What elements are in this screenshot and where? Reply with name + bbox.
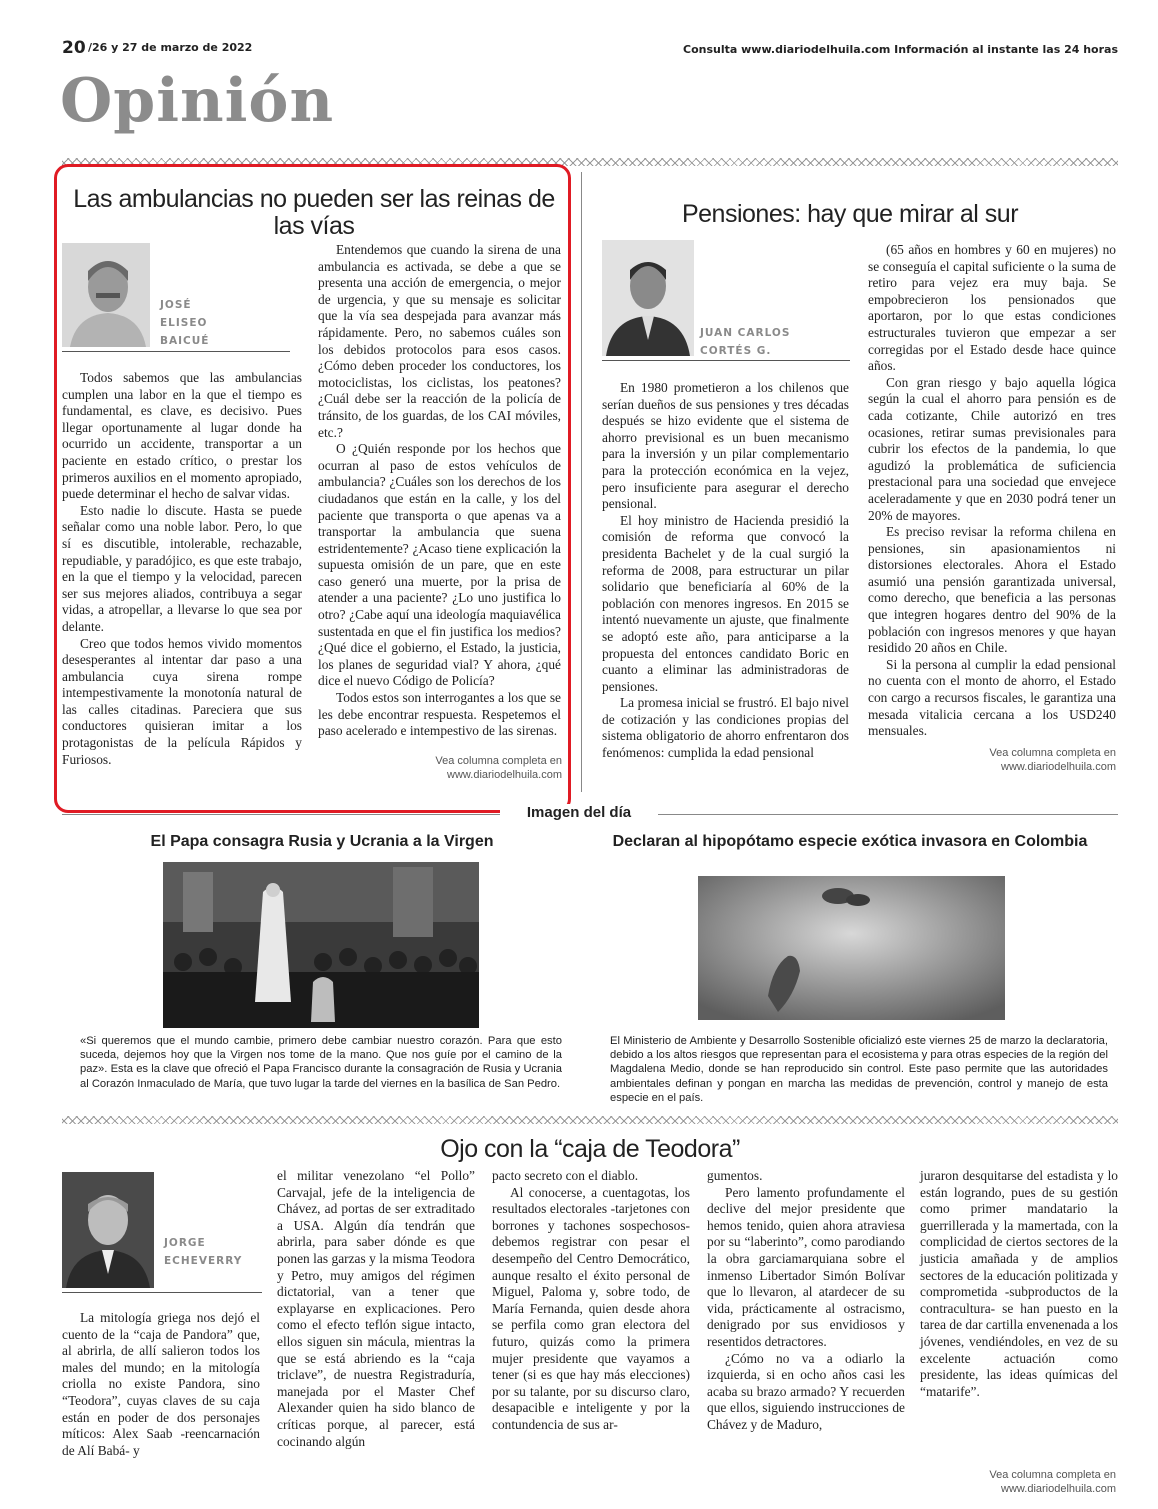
section-title: Opinión xyxy=(60,66,335,136)
website-banner: Consulta www.diariodelhuila.com Información al instante las 24 horas xyxy=(683,43,1118,56)
full-column-link[interactable] xyxy=(940,746,1116,774)
column-divider xyxy=(581,172,582,792)
article3-column-1 xyxy=(62,1310,260,1459)
news-title-papa: El Papa consagra Rusia y Ucrania a la Virgen xyxy=(150,833,494,850)
imagen-del-dia-label: Imagen del día xyxy=(500,804,658,821)
paragraph: Entendemos que cuando la sirena de una ambulancia es activada, se debe a que se presenta una acción de emergencia, o mejor de urgencia, y que su mensaje es solicitar que la vía sea despejada para avanzar más rápidamente. Pero, no sabemos cuáles son los debidos protocolos para esos casos. ¿Cómo deben proceder los conductores, los motociclistas, los ciclistas, los peatones? ¿Cuál debe ser la reacción de la policía de tránsito, de los guardas, de los CAI móviles, etc.? xyxy=(318,242,561,440)
author-line: CORTÉS G. xyxy=(700,345,772,357)
author-line: JUAN CARLOS xyxy=(700,327,791,339)
article3-column-3 xyxy=(492,1168,690,1434)
paragraph: gumentos. xyxy=(707,1168,763,1183)
paragraph: ¿Cómo no va a odiarlo la izquierda, si en ocho años casi les acaba su brazo armado? Y recuerden que ellos, siguiendo instrucciones de Chávez y de Maduro, xyxy=(707,1350,905,1432)
article1-column-2 xyxy=(318,242,561,740)
author-rule xyxy=(62,1292,262,1293)
page-header xyxy=(62,38,1118,56)
paragraph: O ¿Quién responde por los hechos que ocurran al paso de estos vehículos de ambulancia? ¿Cuáles son los derechos de los ciudadanos que están en la calle, y los del paciente que transporta o que apenas va a transportar la ambulancia que suena estridentemente? ¿Acaso tiene explicación la supuesta omisión de un pare, que en este caso generó una muerte, por la prisa de atender a una paciente? ¿Lo uno justifica lo otro? ¿Cabe aquí una ideología maquiavélica sustentada en que el fin justifica los medios? ¿Qué dice el gobierno, el Estado, la justicia, los planes de seguridad vial? Y ahora, ¿qué dice el nuevo Código de Policía? xyxy=(318,441,561,689)
paragraph: pacto secreto con el diablo. xyxy=(492,1168,639,1183)
paragraph: Esto nadie lo discute. Hasta se puede señalar como una noble labor. Pero, lo que sí es discutible, intolerable, rechazable, repudiable, y paradójico, es que este trabajo, en la que el tiempo y la velocidad, parecen ser sus mejores aliados, contribuya a segar vidas, a atropellar, a llevarse lo que sea por delante. xyxy=(62,502,302,634)
page-number: 20 xyxy=(62,38,86,58)
bottom-divider xyxy=(62,1116,1118,1124)
article3-column-5 xyxy=(920,1168,1118,1400)
author-line: BAICUÉ xyxy=(160,335,210,347)
news-title-hipopotamo: Declaran al hipopótamo especie exótica invasora en Colombia xyxy=(612,833,1088,850)
paragraph: Si la persona al cumplir la edad pensional no cuenta con el monto de ahorro, el Estado con cargo a recursos fiscales, le garantiza una mesada vitalicia cercana a los USD240 mensuales. xyxy=(868,656,1116,739)
caption-hipopotamo: El Ministerio de Ambiente y Desarrollo Sostenible oficializó este viernes 25 de marzo la declaratoria, debido a los altos riesgos que representan para el ecosistema y para otras especies de la región del Magdalena Medio, donde se han reproducido sin control. Este paso permite que las autoridades ambientales definan y pongan en marcha las medidas de prevención, control y manejo de esta especie en el país. xyxy=(610,1035,1108,1104)
paragraph: Al conocerse, a cuentagotas, los resultados electorales -tarjetones con borrones y tachones sospechosos- debemos registrar con pesar el desempeño del Centro Democrático, aunque resalto el éxito personal de Miguel, Paloma y, sobre todo, de María Fernanda, quien desde ahora se perfila como gran electora del futuro, quizás como la primera mujer presidente que vayamos a tener (si es que hay más elecciones) por su talante, por su discurso claro, desapacible e inteligente y por la contundencia de sus ar- xyxy=(492,1184,690,1432)
paragraph: El hoy ministro de Hacienda presidió la comisión de reforma que convocó la presidenta Bachelet y de la cual surgió la reforma de 2008, para estructurar un pilar solidario que beneficiaría al 60% de la población con menores ingresos. En 2015 se intentó nuevamente un ajuste, que finalmente se adoptó este año, para anticiparse a la propuesta del entonces candidato Boric en cuanto a eliminar las administradoras de pensiones. xyxy=(602,512,849,694)
author-name-juan-carlos xyxy=(700,324,790,360)
author-line: ELISEO xyxy=(160,317,208,329)
author-photo-jose xyxy=(62,243,150,347)
paragraph: juraron desquitarse del estadista y lo están logrando, pues de su gestión como primer mandatario la guerrillerada y la mamertada, con la complicidad de ciertos sectores de la justicia amañada y de amplios sectores de la educación politizada y comprometida -subproductos de la contracultura- se han puesto en la tarea de dar cartilla envenenada a los jóvenes, vendiéndoles, en vez de su excelente actuación como presidente, las ideas químicas del “matarife”. xyxy=(920,1168,1118,1399)
paragraph: Todos sabemos que las ambulancias cumplen una labor en la que el tiempo es fundamental, es clave, es decisivo. Pues llegar oportunamente al lugar donde ha ocurrido un accidente, transportar a un paciente en estado crítico, o prestar los primeros auxilios en el momento apropiado, puede determinar el hecho de salvar vidas. xyxy=(62,370,302,502)
paragraph: Con gran riesgo y bajo aquella lógica según la cual el ahorro para pensión es de cada cotizante, Chile autorizó en tres ocasiones, retirar sumas previsionales para cubrir los efectos de la pandemia, lo que agudizó la problemática de suficiencia prestacional para una sociedad que envejece aceleradamente y que en 2030 podrá tener un 20% de mayores. xyxy=(868,374,1116,523)
article3-column-2 xyxy=(277,1168,475,1450)
article3-column-4 xyxy=(707,1168,905,1434)
author-rule xyxy=(602,360,850,361)
article-title-ambulancias: Las ambulancias no pueden ser las reinas de las vías xyxy=(73,185,555,240)
paragraph: Todos estos son interrogantes a los que se les debe encontrar respuesta. Respetemos el paso acelerado e intempestivo de las sirenas. xyxy=(318,690,561,739)
author-rule xyxy=(62,351,290,352)
vea-url[interactable]: www.diariodelhuila.com xyxy=(1001,761,1116,773)
vea-label: Vea columna completa en xyxy=(989,1469,1116,1481)
vea-url[interactable]: www.diariodelhuila.com xyxy=(447,769,562,781)
article-title-teodora: Ojo con la “caja de Teodora” xyxy=(440,1135,740,1163)
full-column-link[interactable] xyxy=(940,1468,1116,1496)
paragraph: La mitología griega nos dejó el cuento de la “caja de Pandora” que, al abrirla, de allí salieron todos los males del mundo; en la mitología criolla no existe Pandora, sino “Teodora”, cuyas claves de su caja están en poder de dos personajes míticos: Alex Saab -reencarnación de Alí Babá- y xyxy=(62,1310,260,1458)
author-name-jorge xyxy=(164,1234,242,1270)
author-line: JOSÉ xyxy=(160,299,192,311)
full-column-link[interactable] xyxy=(400,754,562,782)
paragraph: La promesa inicial se frustró. El bajo nivel de cotización y las condiciones propias del sistema obligatorio de ahorro enfrentaron dos fenómenos: cumplida la edad pensional xyxy=(602,695,849,761)
article1-column-1 xyxy=(62,370,302,768)
article-title-pensiones: Pensiones: hay que mirar al sur xyxy=(681,200,1019,228)
author-name-jose xyxy=(160,296,209,350)
vea-url[interactable]: www.diariodelhuila.com xyxy=(1001,1483,1116,1495)
author-photo-jorge xyxy=(62,1172,154,1288)
paragraph: Es preciso revisar la reforma chilena en pensiones, sin apasionamientos ni distorsiones electorales. Ahora el Estado asumió una pensión garantizada universal, como derecho, que beneficia a las personas que integren hogares dentro del 90% de la población con ingresos menores y que hayan residido 20 años en Chile. xyxy=(868,524,1116,656)
article2-column-2 xyxy=(868,242,1116,740)
vea-label: Vea columna completa en xyxy=(435,755,562,767)
paragraph: (65 años en hombres y 60 en mujeres) no se conseguía el capital suficiente o la suma de retiro para vejez era muy baja. Se empobrecieron los pensionados que aportaron, por lo que estas condiciones estructurales tuvieron que empezar a ser corregidas por el Estado desde hace quince años. xyxy=(868,242,1116,374)
author-photo-juan-carlos xyxy=(602,240,694,356)
photo-hipopotamo xyxy=(698,876,1005,1020)
caption-papa: «Si queremos que el mundo cambie, primero debe cambiar nuestro corazón. Para que esto suceda, dejemos hoy que la Virgen nos tome de la mano. Que nos guíe por el camino de la paz». Esta es la clave que ofreció el Papa Francisco durante la consagración de Rusia y Ucrania al Corazón Inmaculado de María, que tuvo lugar la tarde del viernes en la basílica de San Pedro. xyxy=(80,1035,562,1090)
paragraph: Creo que todos hemos vivido momentos desesperantes al intentar dar paso a una ambulancia cuya sirena rompe intempestivamente la monotonía natural de las calles citadinas. Pareciera que sus conductores quisieran imitar a los protagonistas de la película Rápidos y Furiosos. xyxy=(62,635,302,767)
article2-column-1 xyxy=(602,380,849,762)
vea-label: Vea columna completa en xyxy=(989,747,1116,759)
paragraph: Pero lamento profundamente el declive del mejor presidente que hemos tenido, quien ahora atraviesa por su “laberinto”, como parodiando la obra garciamarquiana sobre el inmenso Libertador Simón Bolívar que lo llevaron, al atardecer de su vida, prácticamente al ostracismo, denigrado por sus envidiosos y resentidos detractores. xyxy=(707,1184,905,1349)
paragraph: En 1980 prometieron a los chilenos que serían dueños de sus pensiones y tres décadas después se hizo evidente que el sistema de ahorro previsional es un buen mecanismo para la inversión y un pilar complementario para la protección económica en la vejez, pero insuficiente para asegurar el derecho pensional. xyxy=(602,380,849,512)
paragraph: el militar venezolano “el Pollo” Carvajal, jefe de la inteligencia de Chávez, ad portas de ser extraditado a USA. Algún día tendrán que abrirla, para saber dónde es que ponen las garzas y la misma Teodora y Petro, muy amigos del régimen dictatorial, van a tener que explayarse en explicaciones. Pero como el efecto teflón sigue intacto, ellos siguen sin mácula, mientras la que se está abriendo es la “caja triclave”, de nuestra Registraduría, manejada por el Master Chef Alexander quien ha sido blanco de críticas porque, al parecer, está cocinando algún xyxy=(277,1168,475,1449)
issue-date: /26 y 27 de marzo de 2022 xyxy=(88,41,253,54)
author-line: JORGE xyxy=(164,1237,206,1249)
author-line: ECHEVERRY xyxy=(164,1255,243,1267)
photo-papa-consagracion xyxy=(163,862,479,1028)
